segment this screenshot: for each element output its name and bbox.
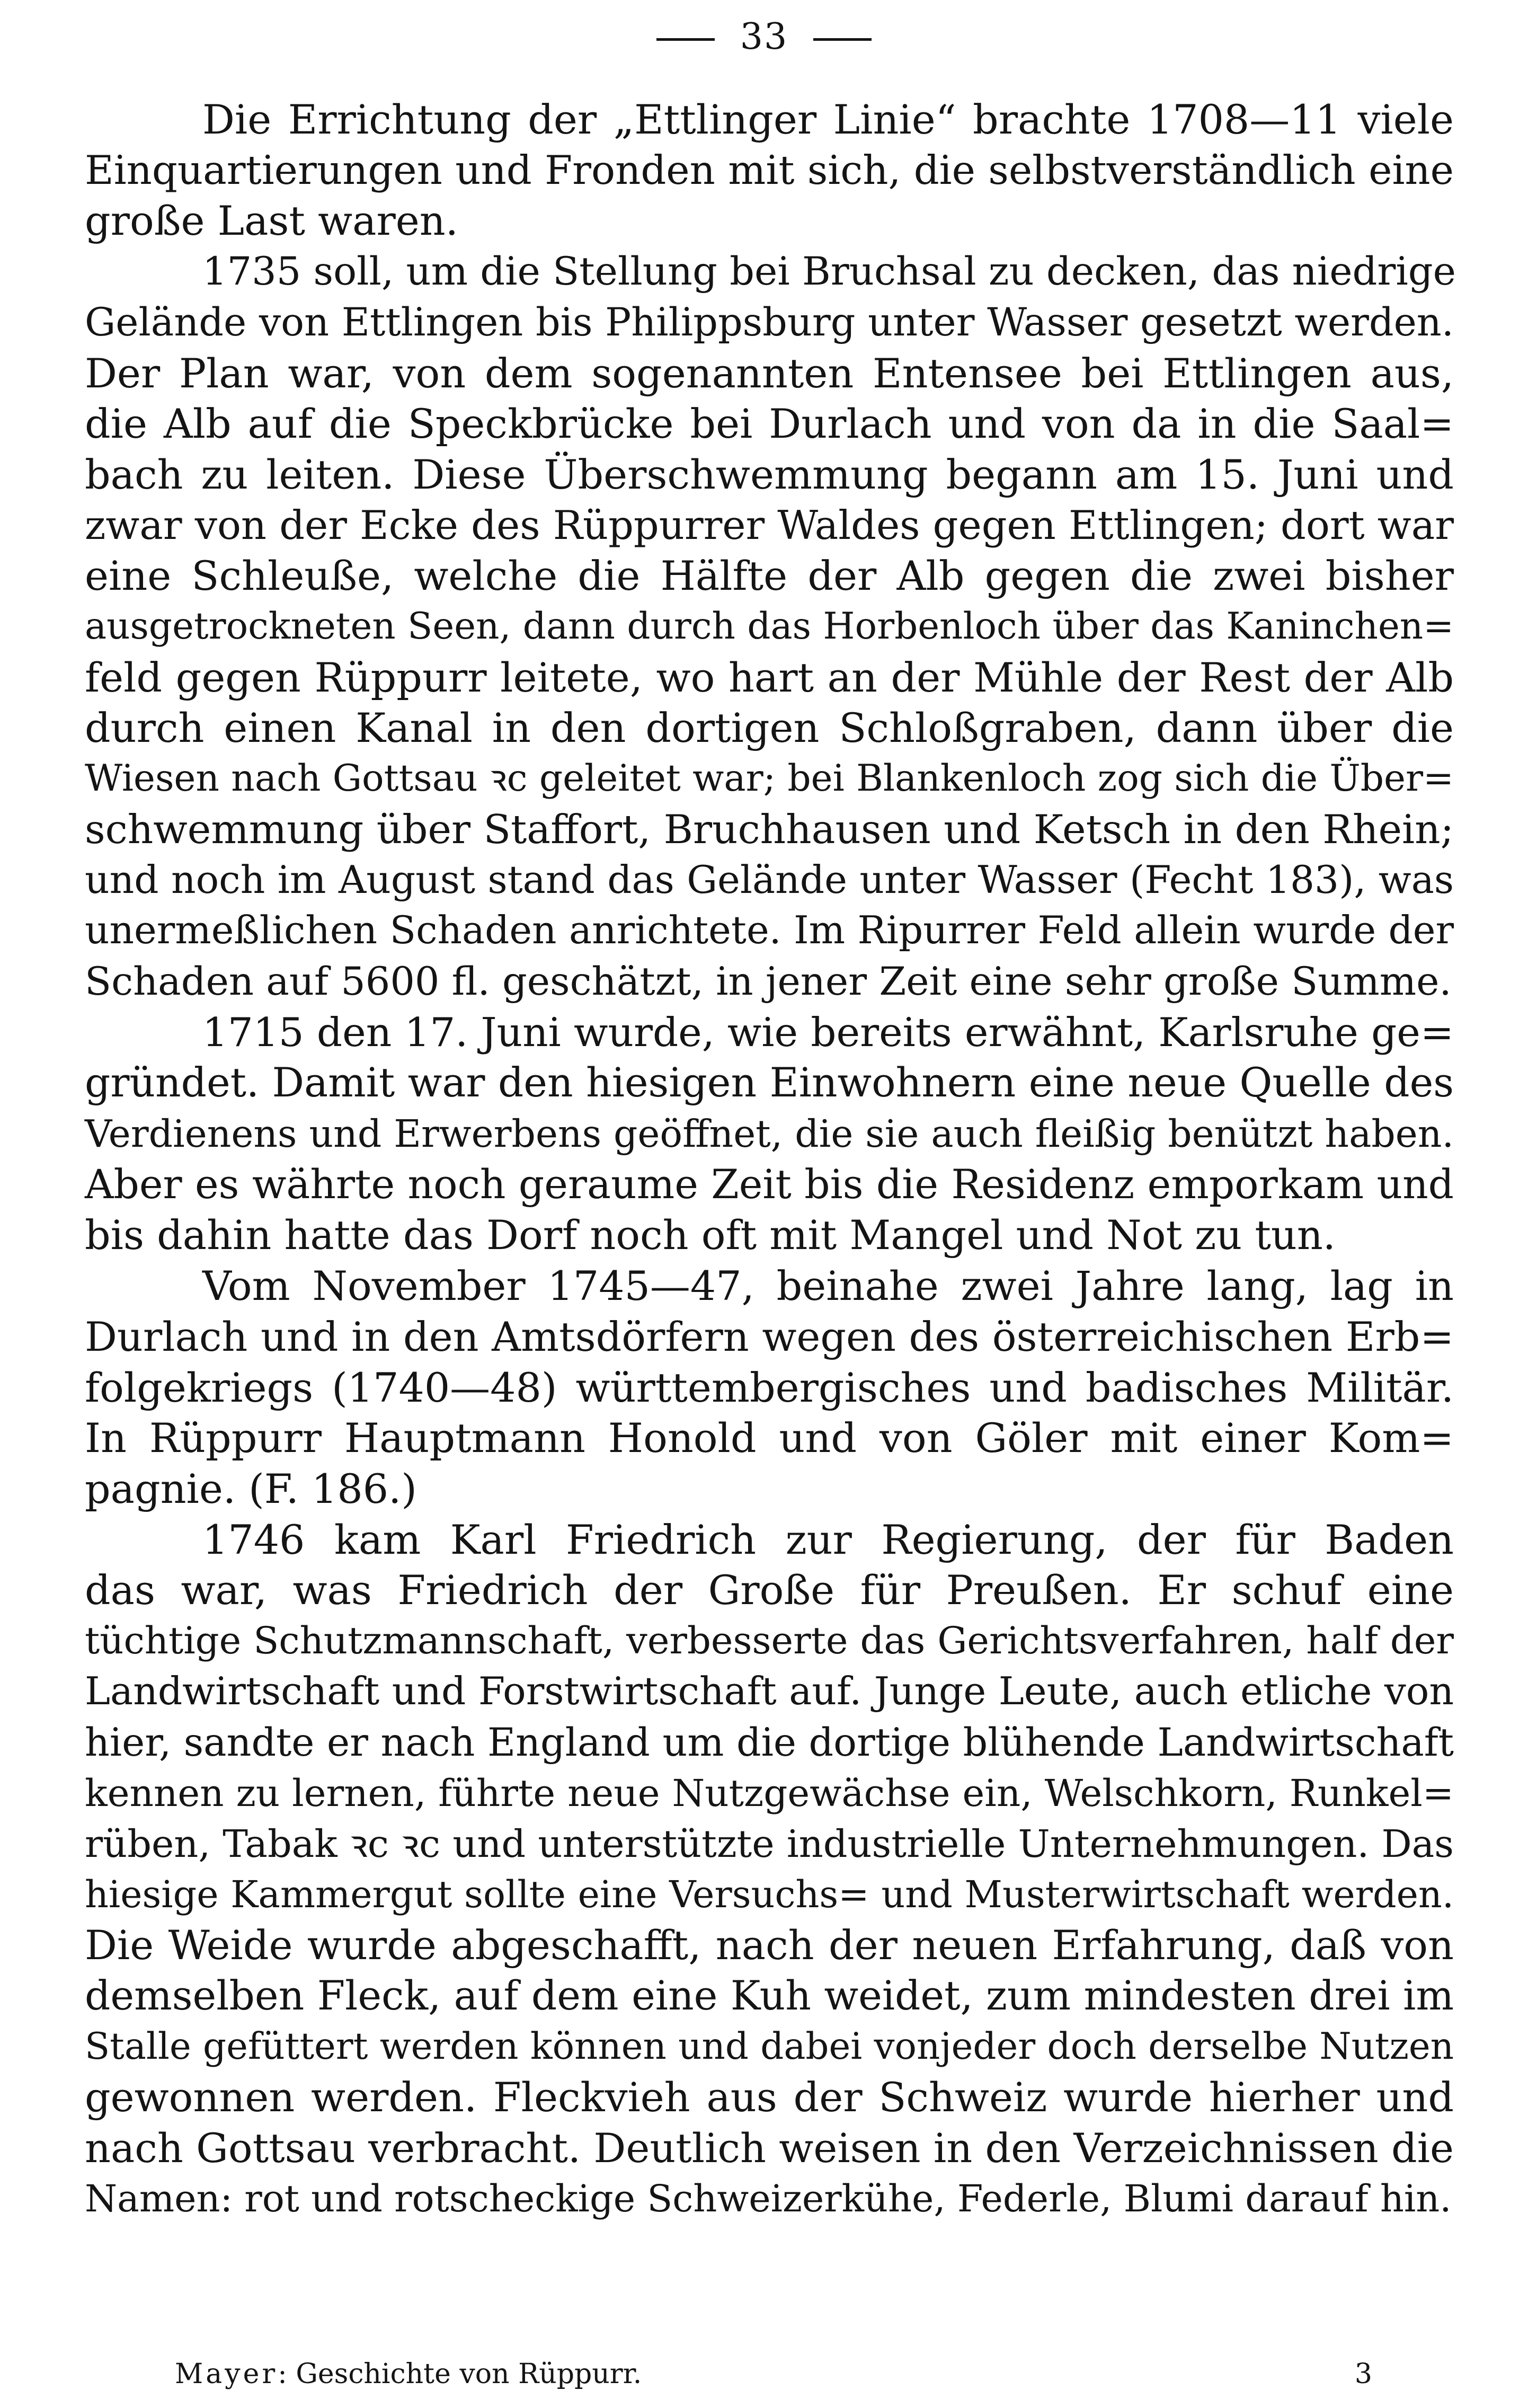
text-line: und noch im August stand das Gelände unter Wasser (Fecht 183), was: [85, 857, 1454, 902]
text-line: schwemmung über Staffort, Bruchhausen und Ketsch in den Rhein;: [85, 805, 1454, 853]
text-line: bis dahin hatte das Dorf noch oft mit Mangel und Not zu tun.: [85, 1211, 1336, 1259]
text-line: hier, sandte er nach England um die dortige blühende Landwirtschaft: [85, 1720, 1454, 1765]
paragraph-karl-friedrich: [85, 1515, 1454, 2225]
text-line: Gelände von Ettlingen bis Philippsburg unter Wasser gesetzt werden.: [85, 299, 1454, 345]
text-line: gewonnen werden. Fleckvieh aus der Schweiz wurde hierher und: [85, 2074, 1454, 2121]
text-line: hiesige Kammergut sollte eine Versuchs= und Musterwirtschaft werden.: [85, 1873, 1454, 1916]
text-line: Die Weide wurde abgeschafft, nach der neuen Erfahrung, daß von: [85, 1922, 1454, 1969]
text-line: Einquartierungen und Fronden mit sich, die selbstverständlich eine: [85, 146, 1454, 193]
body-text: [85, 94, 1454, 2225]
text-line: Landwirtschaft und Forstwirtschaft auf. Junge Leute, auch etliche von: [85, 1669, 1454, 1714]
page-header: [0, 5, 1528, 69]
text-line: 1715 den 17. Juni wurde, wie bereits erwähnt, Karlsruhe ge=: [202, 1008, 1454, 1056]
text-line: 1746 kam Karl Friedrich zur Regierung, der für Baden: [202, 1516, 1454, 1563]
footer-author: Mayer: [175, 2358, 278, 2390]
page-number: 33: [740, 16, 788, 58]
text-line: 1735 soll, um die Stellung bei Bruchsal zu decken, das niedrige: [202, 249, 1456, 295]
text-line: Namen: rot und rotscheckige Schweizerkühe, Federle, Blumi darauf hin.: [85, 2177, 1452, 2220]
text-line: eine Schleuße, welche die Hälfte der Alb gegen die zwei bisher: [85, 552, 1454, 600]
text-line: folgekriegs (1740—48) württembergisches und badisches Militär.: [85, 1364, 1454, 1411]
text-line: rüben, Tabak ꝛc ꝛc und unterstützte industrielle Unternehmungen. Das: [85, 1821, 1454, 1866]
footer-title: : Geschichte von Rüppurr.: [278, 2358, 642, 2390]
text-line: bach zu leiten. Diese Überschwemmung begann am 15. Juni und: [85, 450, 1454, 498]
paragraph-ettlinger-linie: [85, 94, 1454, 246]
footer-signature: 3: [1354, 2358, 1372, 2390]
header-dash-left: [656, 38, 715, 41]
text-line: Der Plan war, von dem sogenannten Entensee bei Ettlingen aus,: [85, 349, 1454, 397]
text-line: In Rüppurr Hauptmann Honold und von Göler mit einer Kom=: [85, 1414, 1454, 1462]
text-line: durch einen Kanal in den dortigen Schloßgraben, dann über die: [85, 704, 1454, 752]
text-line: unermeßlichen Schaden anrichtete. Im Ripurrer Feld allein wurde der: [85, 908, 1454, 953]
text-line: Verdienens und Erwerbens geöffnet, die sie auch fleißig benützt haben.: [85, 1112, 1454, 1156]
text-line: feld gegen Rüppurr leitete, wo hart an der Mühle der Rest der Alb: [85, 653, 1454, 701]
text-line: Aber es währte noch geraume Zeit bis die Residenz emporkam und: [85, 1161, 1454, 1208]
page-footer: [175, 2353, 1372, 2395]
header-dash-right: [813, 38, 872, 41]
text-line: gründet. Damit war den hiesigen Einwohnern eine neue Quelle des: [85, 1059, 1454, 1106]
text-line: Durlach und in den Amtsdörfern wegen des österreichischen Erb=: [85, 1313, 1454, 1360]
text-line: Wiesen nach Gottsau ꝛc geleitet war; bei Blankenloch zog sich die Über=: [85, 757, 1454, 800]
text-line: nach Gottsau verbracht. Deutlich weisen in den Verzeichnissen die: [85, 2124, 1454, 2172]
paragraph-ueberschwemmung: [85, 246, 1454, 1007]
text-line: demselben Fleck, auf dem eine Kuh weidet, zum mindesten drei im: [85, 1972, 1454, 2020]
text-line: Die Errichtung der „Ettlinger Linie“ brachte 1708—11 viele: [202, 96, 1454, 143]
text-line: große Last waren.: [85, 197, 458, 245]
text-line: die Alb auf die Speckbrücke bei Durlach und von da in die Saal=: [85, 400, 1454, 448]
text-line: ausgetrockneten Seen, dann durch das Horbenloch über das Kaninchen=: [85, 605, 1454, 648]
text-line: pagnie. (F. 186.): [85, 1465, 417, 1512]
text-line: Schaden auf 5600 fl. geschätzt, in jener Zeit eine sehr große Summe.: [85, 959, 1452, 1004]
text-line: tüchtige Schutzmannschaft, verbesserte das Gerichtsverfahren, half der: [85, 1619, 1454, 1663]
paragraph-karlsruhe: [85, 1007, 1454, 1261]
text-line: das war, was Friedrich der Große für Preußen. Er schuf eine: [85, 1566, 1454, 1614]
text-line: Vom November 1745—47, beinahe zwei Jahre lang, lag in: [202, 1262, 1454, 1310]
text-line: zwar von der Ecke des Rüppurrer Waldes gegen Ettlingen; dort war: [85, 502, 1454, 548]
text-line: Stalle gefüttert werden können und dabei vonjeder doch derselbe Nutzen: [85, 2025, 1454, 2068]
paragraph-erbfolgekrieg: [85, 1261, 1454, 1515]
text-line: kennen zu lernen, führte neue Nutzgewächse ein, Welschkorn, Runkel=: [85, 1771, 1454, 1816]
